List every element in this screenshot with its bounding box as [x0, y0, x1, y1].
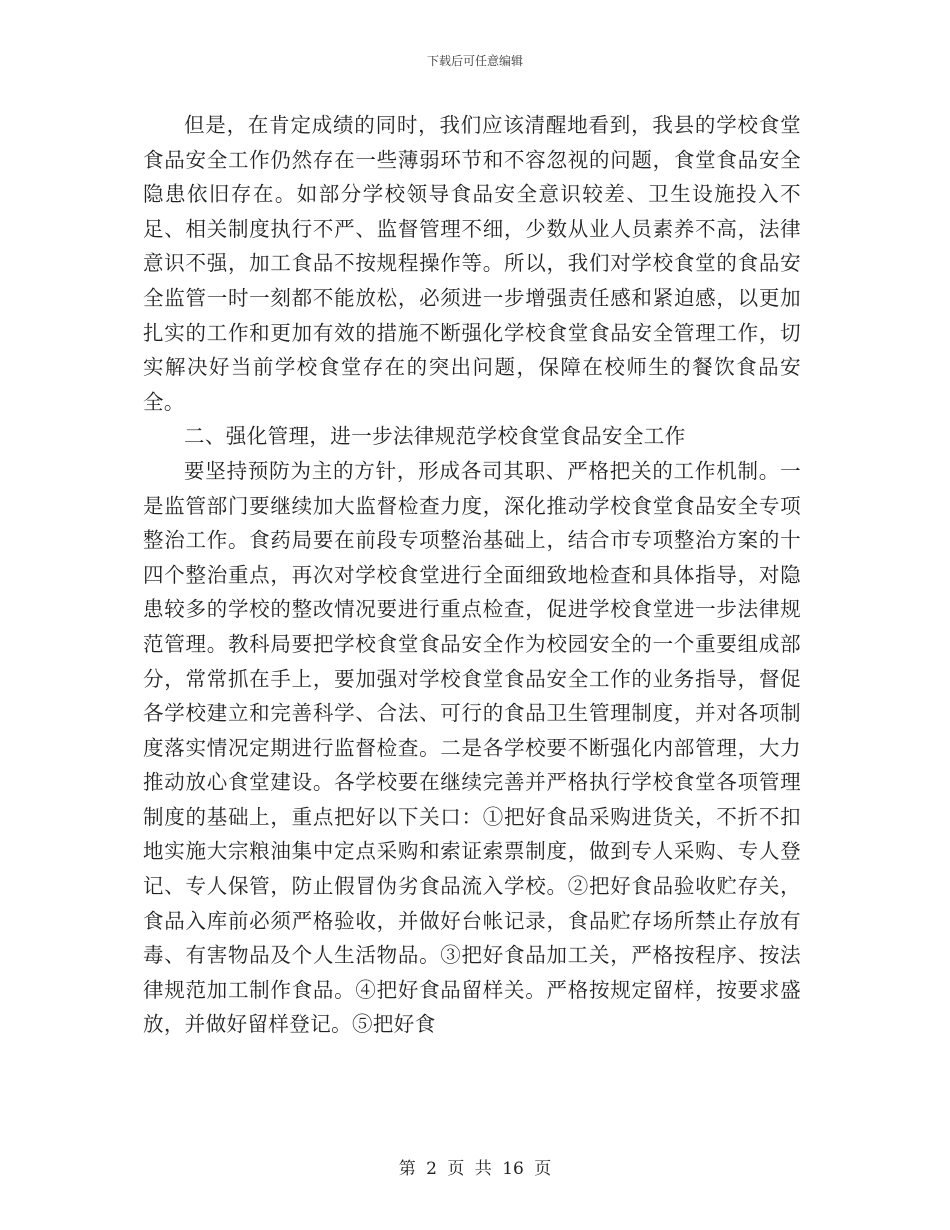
section-heading: 二、强化管理，进一步法律规范学校食堂食品安全工作	[184, 424, 686, 449]
paragraph-problems: 但是，在肯定成绩的同时，我们应该清醒地看到，我县的学校食堂食品安全工作仍然存在一些薄弱环节和不容忽视的问题，食堂食品安全隐患依旧存在。如部分学校领导食品安全意识较差、卫生设施投入不足、相关制度执行不严、监督管理不细，少数从业人员素养不高，法律意识不强，加工食品不按规程操作等。所以，我们对学校食堂的食品安全监管一时一刻都不能放松，必须进一步增强责任感和紧迫感，以更加扎实的工作和更加有效的措施不断强化学校食堂食品安全管理工作，切实解决好当前学校食堂存在的突出问题，保障在校师生的餐饮食品安全。	[143, 113, 801, 414]
page-footer: 第 2 页 共 16 页	[398, 1159, 552, 1179]
page-header: 下载后可任意编辑	[426, 54, 523, 68]
document-body	[143, 108, 801, 1042]
paragraph-measures: 要坚持预防为主的方针，形成各司其职、严格把关的工作机制。一是监管部门要继续加大监督检查力度，深化推动学校食堂食品安全专项整治工作。食药局要在前段专项整治基础上，结合市专项整治方案的十四个整治重点，再次对学校食堂进行全面细致地检查和具体指导，对隐患较多的学校的整改情况要进行重点检查，促进学校食堂进一步法律规范管理。教科局要把学校食堂食品安全作为校园安全的一个重要组成部分，常常抓在手上，要加强对学校食堂食品安全工作的业务指导，督促各学校建立和完善科学、合法、可行的食品卫生管理制度，并对各项制度落实情况定期进行监督检查。二是各学校要不断强化内部管理，大力推动放心食堂建设。各学校要在继续完善并严格执行学校食堂各项管理制度的基础上，重点把好以下关口：①把好食品采购进货关，不折不扣地实施大宗粮油集中定点采购和索证索票制度，做到专人采购、专人登记、专人保管，防止假冒伪劣食品流入学校。②把好食品验收贮存关，食品入库前必须严格验收，并做好台帐记录，食品贮存场所禁止存放有毒、有害物品及个人生活物品。③把好食品加工关，严格按程序、按法律规范加工制作食品。④把好食品留样关。严格按规定留样，按要求盛放，并做好留样登记。⑤把好食	[143, 458, 801, 1037]
